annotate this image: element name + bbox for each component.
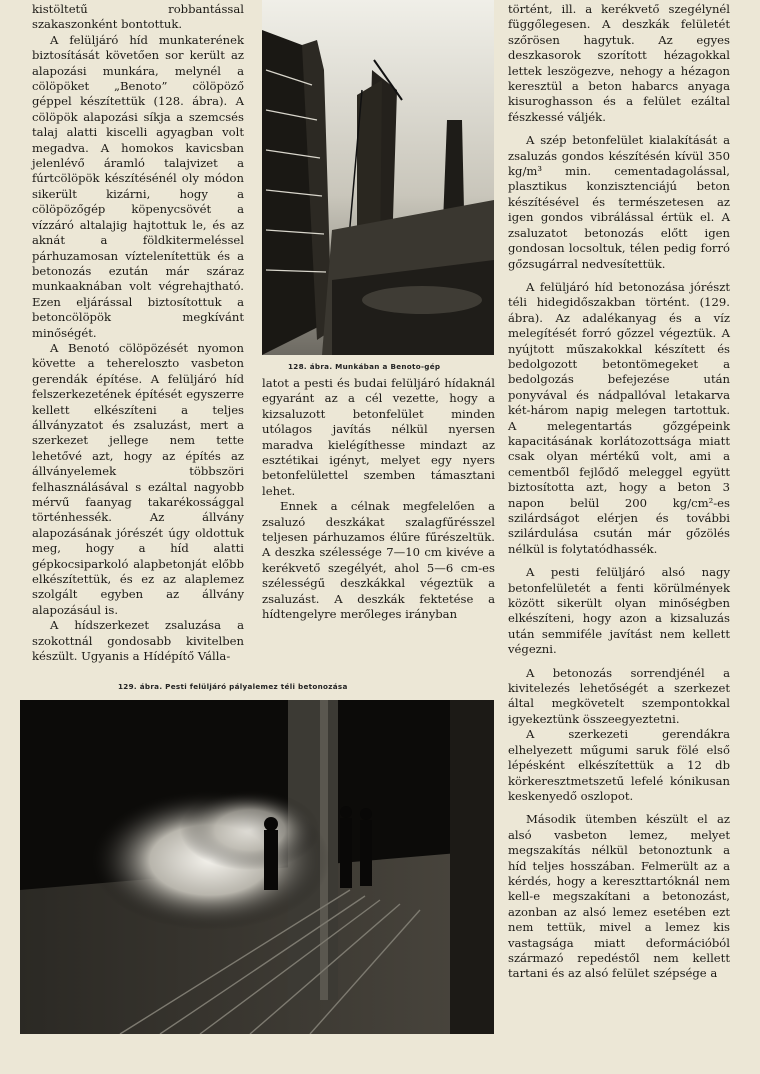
paragraph: A Benotó cölöpözését nyomon követte a tehereloszto vasbeton gerendák építése. A felüljáró híd felszerkezetének építését egyszerre kellett elkészíteni a teljes állványzatot és zsaluzást, mert a szerkezet jellege nem tette lehetővé azt, hogy az építés az állványelemek többszöri felhasználásával s ezáltal nagyobb mérvű faanyag takarékossággal történhessék. Az állvány alapozásának jórészét úgy oldottuk meg, hogy a híd alatti gépkocsiparkoló alapbetonját előbb elkészítettük, és ez az alaplemez szolgált egyben az állvány alapozásául is. (32, 340, 244, 617)
figure-128-caption: 128. ábra. Munkában a Benoto-gép (288, 362, 441, 371)
paragraph: A szerkezeti gerendákra elhelyezett műgumi saruk fölé első lépésként elkészítettük a 12 db körkeresztmetszetű lefelé kónikusan keskenyedő oszlopot. (508, 727, 730, 803)
paragraph: A betonozás sorrendjénél a kivitelezés lehetőségét a szerkezet által megkövetelt szempontokkal igyekeztünk összeegyeztetni. (508, 665, 730, 726)
paragraph: Ennek a célnak megfelelően a zsaluzó deszkákat szalagfűrésszel teljesen párhuzamos élűre fűrészeltük. A deszka szélessége 7—10 cm kivéve a kerékvető szegélyét, ahol 5—6 cm-es szélességű deszkákkal végeztük a zsaluzást. A deszkák fektetése a hídtengelyre merőleges irányban (262, 499, 495, 622)
paragraph: A felüljáró híd munkaterének biztosítását követően sor került az alapozási munkára, melynél a cölöpöket „Benoto” cölöpöző géppel készítettük (128. ábra). A cölöpök alapozási síkja a szemcsés talaj alatti kiscelli agyagban volt megadva. A homokos kavicsban jelenlévő áramló talajvizet a fúrtcölöpök készítésénél oly módon sikerült kizárni, hogy a cölöpözőgép köpenycsövét a vízzáró altalajig hajtottuk le, és az aknát a földkitermeléssel párhuzamosan víztelenítettük és a betonozás ezután már száraz munkaaknában volt végrehajtható. Ezen eljárással biztosítottuk a betoncölöpök megkívánt minőségét. (32, 32, 244, 340)
paragraph: A pesti felüljáró alsó nagy betonfelületét a fenti körülmények között sikerült olyan minőségben elkészíteni, hogy azon a kizsaluzás után semmiféle javítást nem kellett végezni. (508, 565, 730, 657)
middle-text-column (262, 376, 495, 623)
left-text-column (32, 2, 244, 664)
paragraph: latot a pesti és budai felüljáró hídaknál egyaránt az a cél vezette, hogy a kizsaluzott betonfelület minden utólagos javítás nélkül nyersen maradva kielégíthesse mindazt az esztétikai igényt, melyet egy nyers betonfelülettel szemben támasztani lehet. (262, 376, 495, 498)
paragraph: kistöltetű robbantással szakaszonként bontottuk. (32, 2, 244, 32)
figure-128-photo (262, 0, 494, 355)
figure-129-caption: 129. ábra. Pesti felüljáró pályalemez téli betonozása (118, 682, 348, 691)
paragraph: A szép betonfelület kialakítását a zsaluzás gondos készítésén kívül 350 kg/m³ min. cementadagolással, plasztikus konzisztenciájú beton készítésével és természetesen az igen gondos vibrálással értük el. A zsaluzatot betonozás előtt igen gondosan locsoltuk, télen pedig forró gőzsugárral nedvesítettük. (508, 133, 730, 271)
paragraph: történt, ill. a kerékvető szegélynél függőlegesen. A deszkák felületét szőrösen hagytuk. Az egyes deszkasorok szorított hézagokkal lettek leszögezve, nehogy a hézagon keresztül a beton habarcs anyaga kisuroghasson és a felület ezáltal fészkessé váljék. (508, 2, 730, 124)
right-text-column (508, 2, 730, 982)
paragraph: A hídszerkezet zsaluzása a szokottnál gondosabb kivitelben készült. Ugyanis a Hídépítő Válla- (32, 618, 244, 664)
figure-129-photo (20, 700, 494, 1034)
paragraph: A felüljáró híd betonozása jórészt téli hidegidőszakban történt. (129. ábra). Az adalékanyag és a víz melegítését forró gőzzel végeztük. A nyújtott műszakokkal készített és bedolgozott betontömegeket a bedolgozás befejezése után ponyvával és nádpallóval letakarva két-három napig melegen tartottuk. A melegentartás gőzgépeink kapacitásának korlátozottsága miatt csak olyan mértékű volt, ami a cementből fejlődő meleggel együtt biztosította azt, hogy a beton 3 napon belül 200 kg/cm²-es szilárdságot elérjen és további szilárdulása csután már gőzölés nélkül is folytatódhassék. (508, 279, 730, 556)
paragraph: Második ütemben készült el az alsó vasbeton lemez, melyet megszakítás nélkül betonoztunk a híd teljes hosszában. Felmerült az a kérdés, hogy a kereszttartóknál nem kell-e megszakítani a betonozást, azonban az alsó lemez esetében ezt nem tettük, mivel a lemez kis vastagsága miatt deformációból származó repedéstől nem kellett tartani és az alsó felület szépsége a (508, 812, 730, 981)
